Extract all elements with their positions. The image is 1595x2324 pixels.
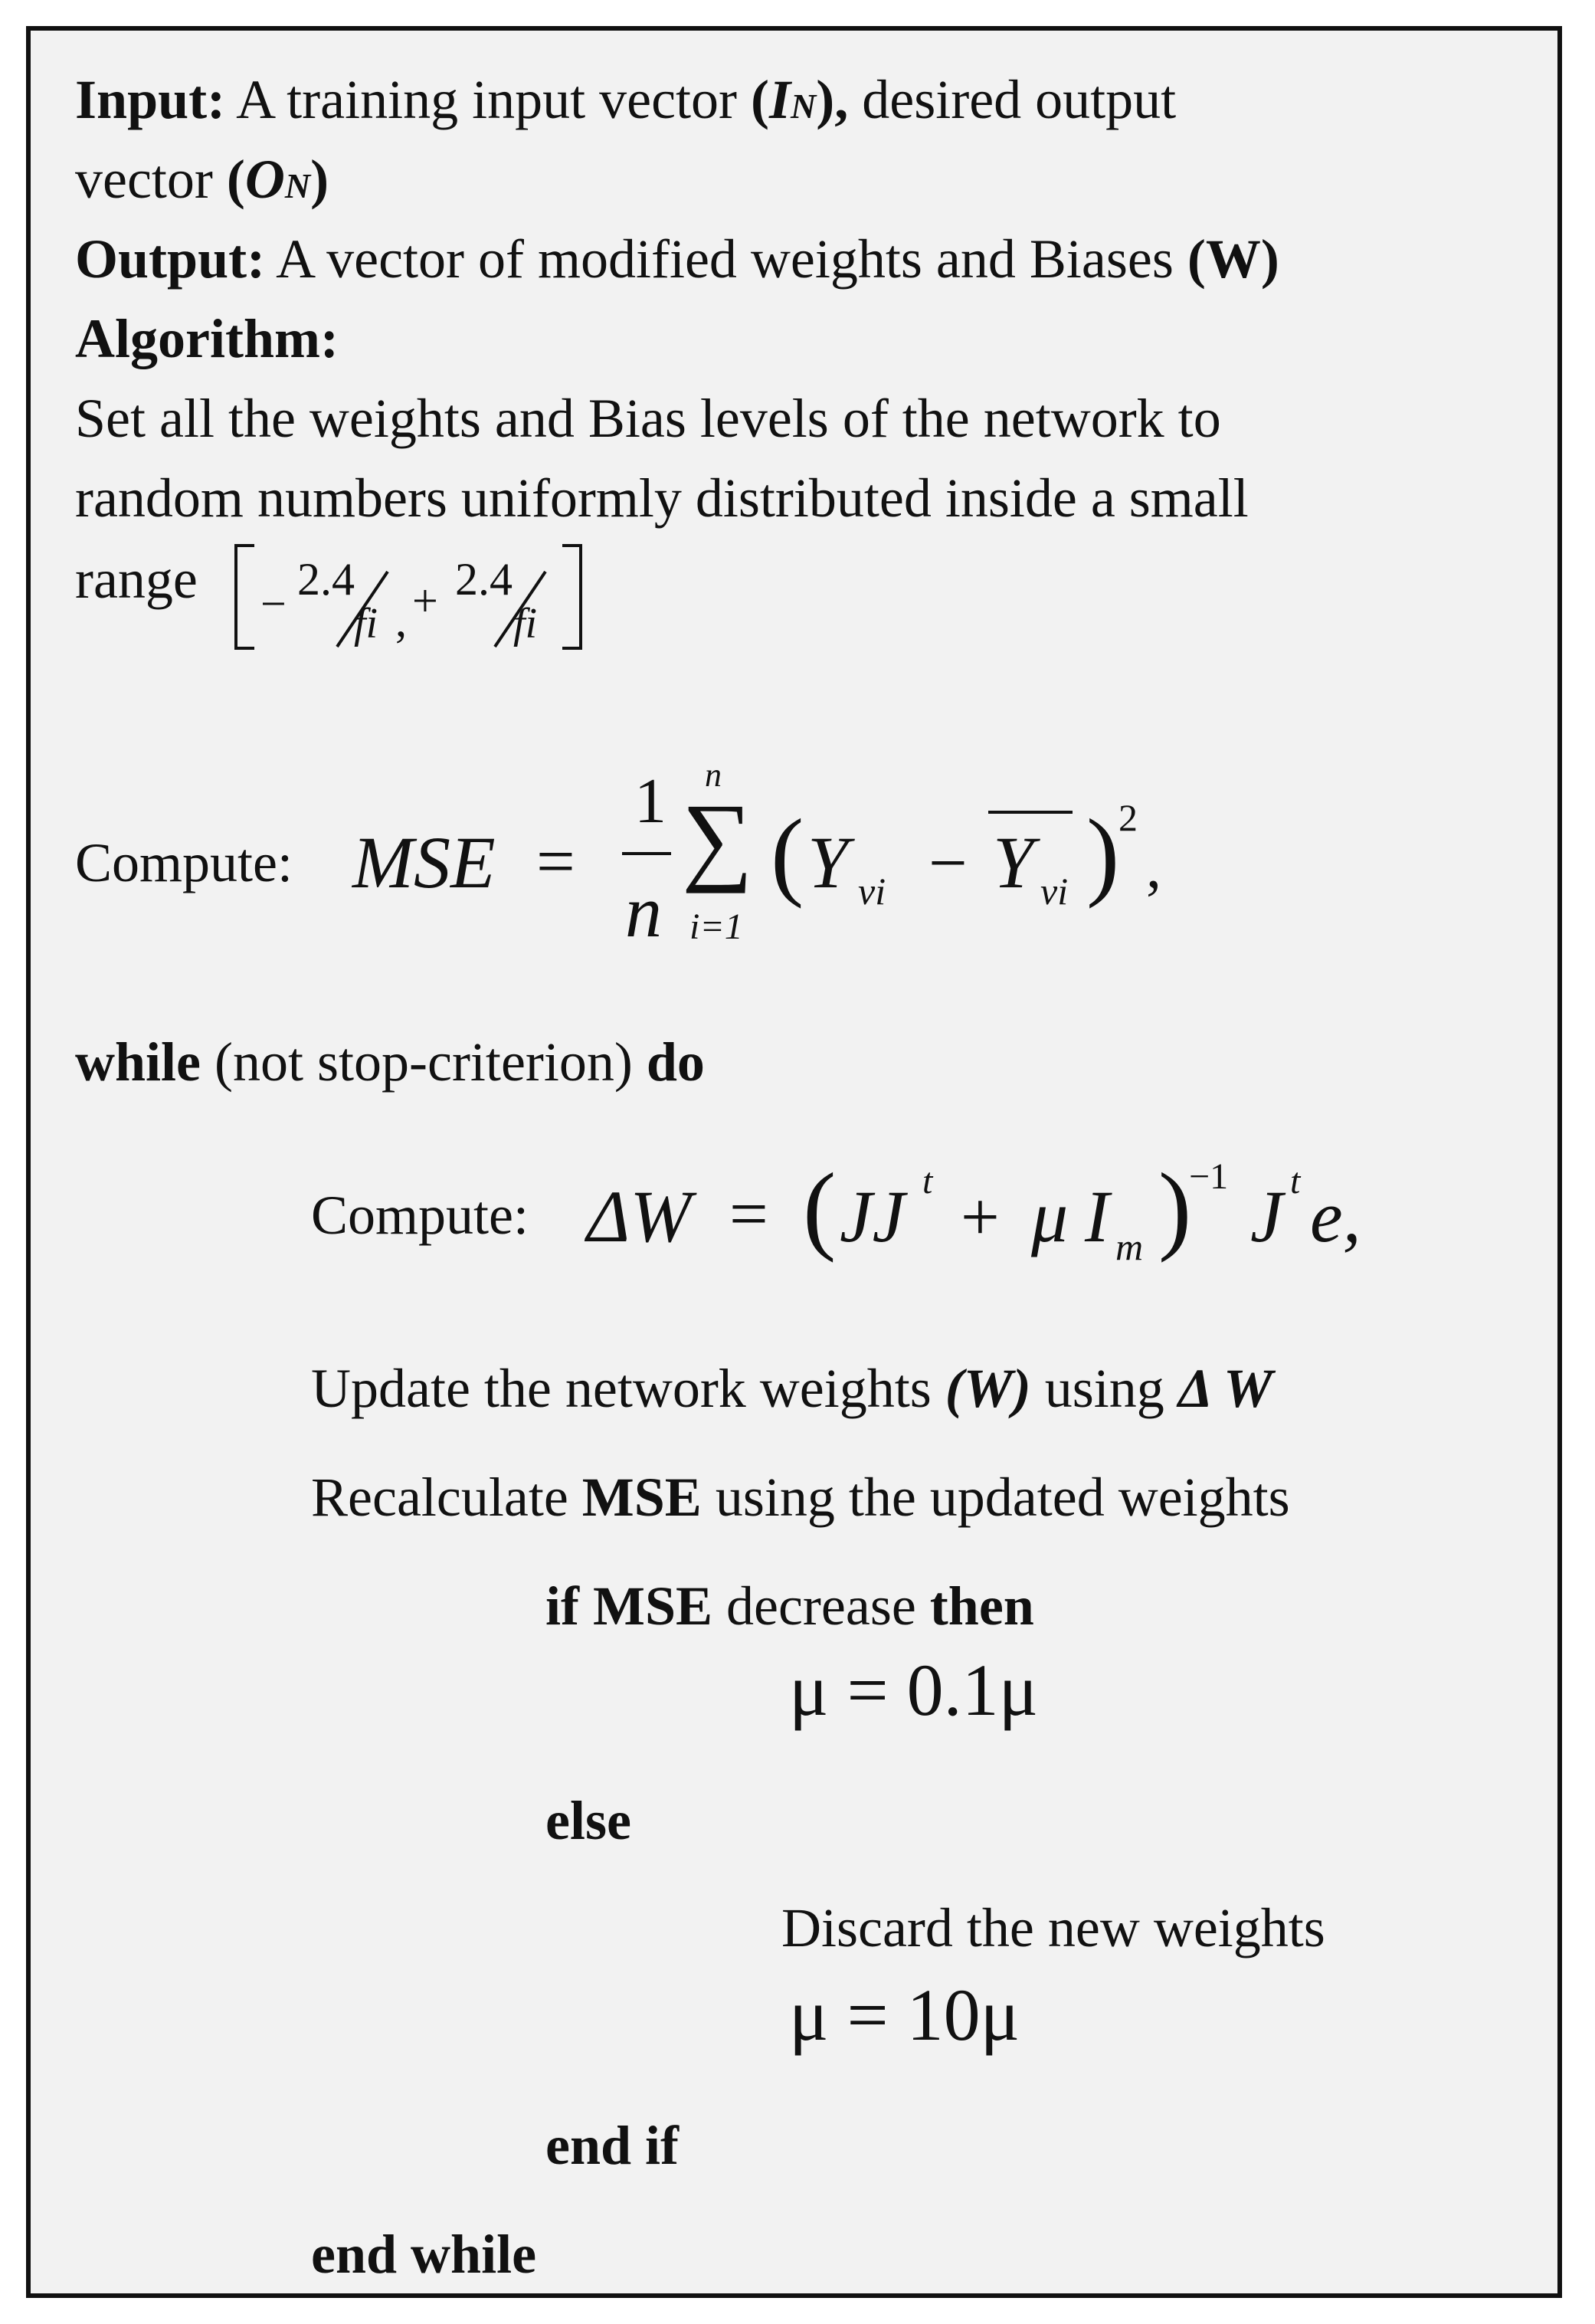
else-keyword: else bbox=[545, 1790, 631, 1851]
mse-minus: − bbox=[929, 825, 968, 901]
mu-assign-2: μ = 10μ bbox=[789, 1974, 1020, 2056]
end-if-line bbox=[545, 2115, 680, 2176]
if-condition: decrease bbox=[726, 1575, 916, 1637]
do-keyword: do bbox=[646, 1031, 705, 1093]
range-bracket-right bbox=[562, 544, 582, 650]
update-line bbox=[311, 1358, 1272, 1419]
dw-plus: + bbox=[961, 1179, 1000, 1255]
input-text: A training input vector bbox=[236, 69, 738, 130]
recalc-text2: using the updated weights bbox=[715, 1467, 1290, 1528]
range-num-1: 2.4 bbox=[297, 554, 355, 605]
output-vec-var: O bbox=[244, 149, 285, 210]
dw-compute-label: Compute: bbox=[311, 1185, 529, 1246]
mse-formula bbox=[352, 756, 1195, 965]
range-comma: , bbox=[395, 595, 407, 646]
range-num-2: 2.4 bbox=[455, 554, 513, 605]
output-text: A vector of modified weights and Biases bbox=[276, 228, 1174, 290]
dw-inverse: −1 bbox=[1189, 1156, 1229, 1197]
input-paren-open: ( bbox=[751, 69, 769, 130]
input-line2-text: vector bbox=[75, 149, 213, 210]
dw-jj: JJ bbox=[840, 1175, 906, 1257]
mu-assign-1: μ = 0.1μ bbox=[789, 1649, 1039, 1731]
dw-t1: t bbox=[922, 1161, 933, 1201]
mse-ybar: Y bbox=[993, 821, 1034, 903]
mse-y-sub: vi bbox=[858, 870, 886, 913]
range-slash-2 bbox=[469, 567, 553, 651]
mse-sum-bottom: i=1 bbox=[689, 906, 743, 947]
dw-lhs: ΔW bbox=[587, 1175, 692, 1257]
range-den-1: fi bbox=[354, 600, 378, 647]
mse-paren-open: ( bbox=[771, 799, 804, 910]
dw-eq: = bbox=[729, 1176, 768, 1252]
dw-paren-close: ) bbox=[1158, 1153, 1192, 1264]
input-line bbox=[75, 69, 1177, 130]
end-if-keyword: end if bbox=[545, 2115, 680, 2176]
update-text2: using bbox=[1044, 1358, 1164, 1419]
init-line-3: range bbox=[75, 549, 198, 610]
mse-comma: , bbox=[1146, 834, 1161, 901]
dw-paren-open: ( bbox=[803, 1153, 837, 1264]
update-delta: Δ W bbox=[1177, 1358, 1272, 1419]
if-keyword: if bbox=[545, 1575, 579, 1637]
mse-power: 2 bbox=[1118, 796, 1138, 839]
mse-frac-num: 1 bbox=[634, 765, 666, 837]
output-label: Output: bbox=[75, 228, 266, 290]
range-slash-1 bbox=[311, 567, 395, 651]
algorithm-label: Algorithm: bbox=[75, 308, 339, 369]
while-line bbox=[75, 1031, 705, 1093]
recalc-text: Recalculate bbox=[311, 1467, 568, 1528]
algorithm-box bbox=[26, 26, 1562, 2298]
mse-compute-label: Compute: bbox=[75, 832, 293, 893]
dw-i: I bbox=[1085, 1175, 1109, 1257]
output-var: (W) bbox=[1187, 228, 1279, 290]
update-text: Update the network weights bbox=[311, 1358, 932, 1419]
mse-eq: = bbox=[536, 824, 575, 900]
dw-formula bbox=[587, 1142, 1430, 1295]
mse-sigma: ∑ bbox=[682, 784, 753, 894]
input-label: Input: bbox=[75, 69, 226, 130]
range-plus: + bbox=[412, 575, 438, 626]
input-text2: desired output bbox=[862, 69, 1177, 130]
output-vec-sub: N bbox=[284, 166, 311, 205]
output-line bbox=[75, 228, 1279, 290]
init-line-2: random numbers uniformly distributed inside a small bbox=[75, 467, 1249, 529]
dw-j: J bbox=[1250, 1175, 1283, 1257]
output-vec-paren-close: ) bbox=[310, 149, 329, 210]
end-while-keyword: end while bbox=[311, 2224, 537, 2285]
else-line bbox=[545, 1790, 631, 1851]
recalc-line bbox=[311, 1467, 1290, 1528]
end-while-line bbox=[311, 2224, 537, 2285]
range-den-2: fi bbox=[513, 600, 538, 647]
if-line bbox=[545, 1575, 1034, 1637]
range-bracket-left bbox=[234, 544, 254, 650]
input-var: I bbox=[769, 69, 791, 130]
range-expression bbox=[234, 536, 694, 651]
init-line-1: Set all the weights and Bias levels of the network to bbox=[75, 388, 1221, 449]
mse-paren-close: ) bbox=[1086, 799, 1120, 910]
mse-lhs: MSE bbox=[352, 821, 496, 903]
input-paren-close: ), bbox=[816, 69, 849, 130]
dw-t2: t bbox=[1290, 1161, 1301, 1201]
mse-sum-top: n bbox=[705, 756, 722, 794]
if-mse: MSE bbox=[592, 1575, 713, 1637]
input-line-2 bbox=[75, 149, 329, 210]
mse-frac-den: n bbox=[625, 870, 662, 952]
range-minus: − bbox=[260, 579, 287, 629]
mse-ybar-sub: vi bbox=[1040, 870, 1069, 913]
dw-mu: μ bbox=[1031, 1175, 1069, 1257]
dw-e: e, bbox=[1310, 1175, 1361, 1257]
input-var-sub: N bbox=[791, 87, 817, 126]
then-keyword: then bbox=[929, 1575, 1034, 1637]
dw-i-sub: m bbox=[1115, 1225, 1144, 1268]
algorithm-label-line bbox=[75, 308, 339, 369]
while-keyword: while bbox=[75, 1031, 201, 1093]
mse-frac-bar bbox=[622, 852, 671, 855]
output-vec-paren-open: ( bbox=[226, 149, 245, 210]
mse-ybar-overline bbox=[988, 811, 1073, 814]
update-var: (W) bbox=[945, 1358, 1031, 1419]
discard-line: Discard the new weights bbox=[781, 1897, 1325, 1959]
mse-y: Y bbox=[807, 821, 849, 903]
while-condition: (not stop-criterion) bbox=[215, 1031, 633, 1093]
recalc-mse: MSE bbox=[581, 1467, 702, 1528]
